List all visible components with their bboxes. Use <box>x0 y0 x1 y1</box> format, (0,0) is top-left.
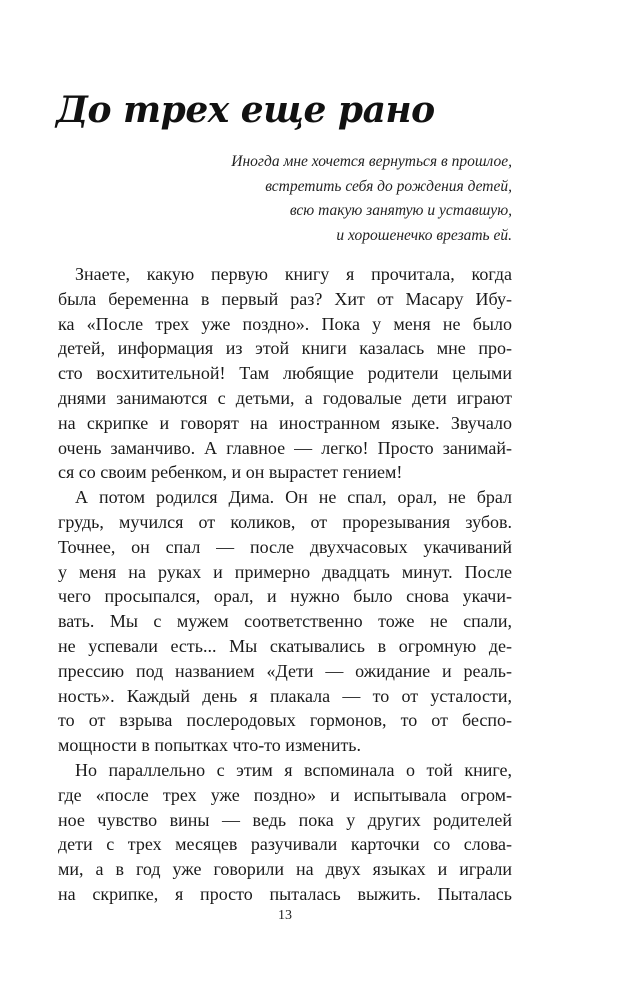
epigraph-line: встретить себя до рождения детей, <box>265 177 512 195</box>
text-line: Точнее, он спал — после двухчасовых укачиваний <box>58 536 512 557</box>
text-line: очень заманчиво. А главное — легко! Просто занимай- <box>58 437 512 458</box>
epigraph-line: всю такую занятую и уставшую, <box>289 202 512 219</box>
text-line: прессию под названием «Дети — ожидание и реаль- <box>58 660 512 681</box>
text-line: грудь, мучился от коликов, от прорезывания зубов. <box>58 511 512 532</box>
text-line: была беременна в первый раз? Хит от Масару Ибу- <box>58 288 512 309</box>
paragraph <box>58 262 512 485</box>
text-line: на скрипке, я просто пыталась выжить. Пыталась <box>58 883 512 904</box>
text-line: мощности в попытках что-то изменить. <box>58 735 362 756</box>
text-line: чего просыпался, орал, и нужно было снова укачи- <box>58 586 512 607</box>
text-line: детей, информация из этой книги казалась мне про- <box>58 338 512 359</box>
page-number: 13 <box>278 908 292 923</box>
text-line: ми, а в год уже говорили на двух языках и играли <box>58 859 512 880</box>
text-line: то от взрыва послеродовых гормонов, то от беспо- <box>58 710 512 731</box>
paragraph <box>58 485 512 758</box>
chapter-title: До трех еще рано <box>56 89 435 131</box>
text-line: ность». Каждый день я плакала — то от усталости, <box>58 685 512 706</box>
text-line: вать. Мы с мужем соответственно тоже не спали, <box>58 611 512 632</box>
text-line: дети с трех месяцев разучивали карточки со слова- <box>58 834 512 855</box>
paragraph <box>58 758 512 907</box>
text-line: ся со своим ребенком, и он вырастет гением! <box>58 462 403 483</box>
epigraph-line: Иногда мне хочется вернуться в прошлое, <box>231 153 512 170</box>
epigraph-line: и хорошенечко врезать ей. <box>336 226 512 244</box>
text-line: ное чувство вины — ведь пока у других родителей <box>58 809 512 830</box>
text-line: Но параллельно с этим я вспоминала о той книге, <box>75 759 512 780</box>
text-line: Знаете, какую первую книгу я прочитала, когда <box>75 264 512 284</box>
epigraph <box>92 150 512 248</box>
text-line: сто восхитительной! Там любящие родители целыми <box>58 363 512 384</box>
text-line: А потом родился Дима. Он не спал, орал, не брал <box>75 487 512 508</box>
text-line: ка «После трех уже поздно». Пока у меня не было <box>58 313 512 334</box>
text-line: у меня на руках и примерно двадцать минут. После <box>58 561 512 582</box>
text-line: не успевали есть... Мы скатывались в огромную де- <box>58 635 512 656</box>
text-line: днями занимаются с детьми, а годовалые дети играют <box>58 387 512 408</box>
body-text <box>58 262 512 907</box>
text-line: на скрипке и говорят на иностранном языке. Звучало <box>58 412 512 433</box>
text-line: где «после трех уже поздно» и испытывала огром- <box>58 784 512 805</box>
